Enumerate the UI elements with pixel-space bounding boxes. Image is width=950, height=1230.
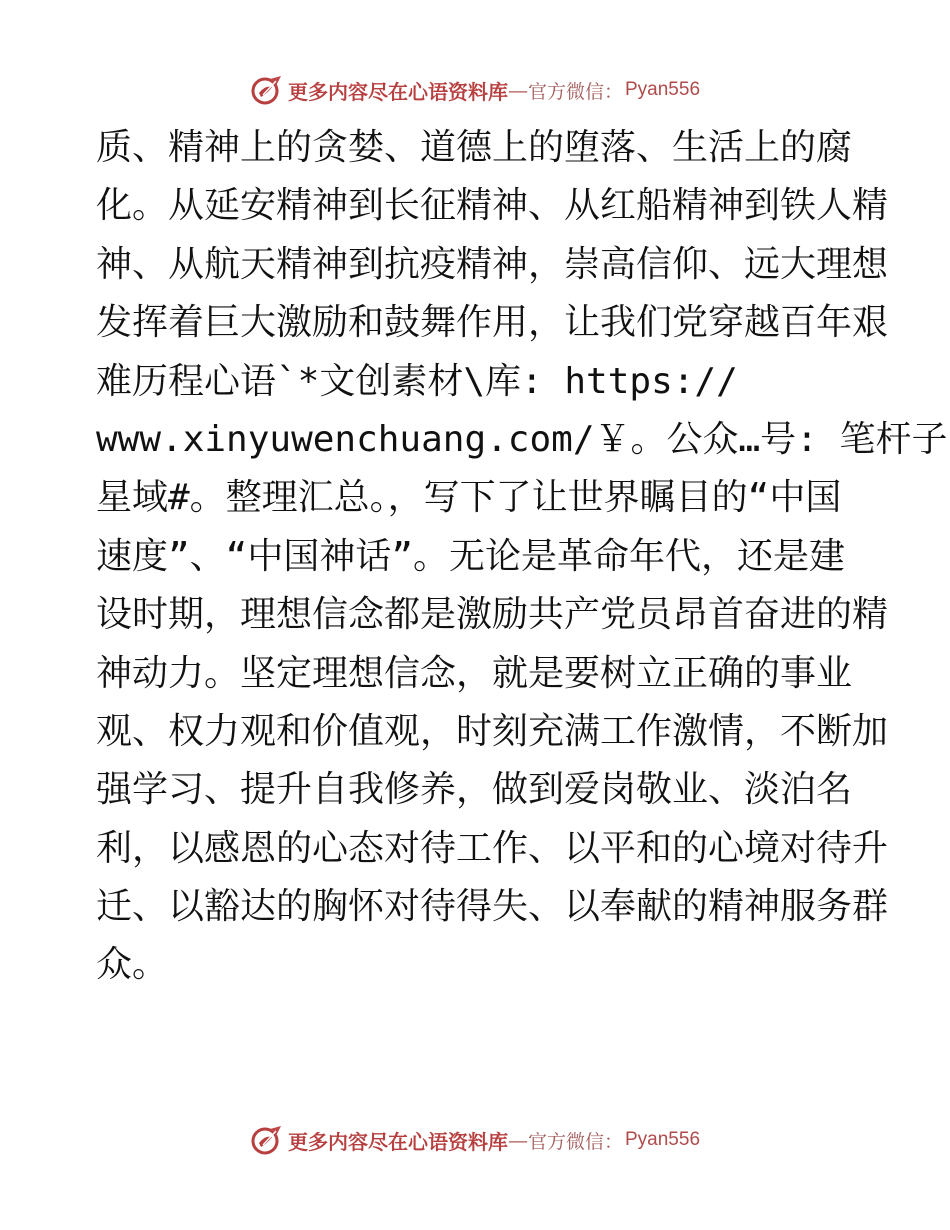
banner-main-text: 更多内容尽在心语资料库 — [287, 1129, 508, 1154]
banner-wechat-label: 官方微信： — [527, 80, 623, 103]
body-paragraph — [96, 119, 948, 995]
banner-wechat-id: Pyan556 — [625, 79, 701, 100]
header-banner — [0, 70, 950, 110]
text-line: 设时期，理想信念都是激励共产党员昂首奋进的精 — [96, 594, 889, 636]
banner-wechat-id: Pyan556 — [625, 1129, 701, 1150]
text-line: 神、从航天精神到抗疫精神，崇高信仰、远大理想 — [96, 243, 889, 285]
text-line: 星域#。整理汇总。，写下了让世界瞩目的“中国 — [96, 477, 842, 519]
banner-main-text: 更多内容尽在心语资料库 — [287, 79, 508, 104]
header-banner-content — [250, 73, 700, 107]
quill-pen-seal-icon — [250, 1123, 284, 1157]
text-line: 难历程心语`*文创素材\库: https:// — [96, 360, 738, 402]
banner-separator: — — [507, 78, 528, 102]
banner-wechat-label: 官方微信： — [527, 1130, 623, 1153]
footer-banner — [0, 1120, 950, 1160]
text-line: 速度”、“中国神话”。无论是革命年代，还是建 — [96, 535, 846, 577]
text-line: 质、精神上的贪婪、道德上的堕落、生活上的腐 — [96, 127, 853, 168]
text-line: 强学习、提升自我修养，做到爱岗敬业、淡泊名 — [96, 769, 853, 811]
text-line: 神动力。坚定理想信念，就是要树立正确的事业 — [96, 652, 853, 694]
text-line: 利，以感恩的心态对待工作、以平和的心境对待升 — [96, 827, 889, 869]
text-line: 迁、以豁达的胸怀对待得失、以奉献的精神服务群 — [96, 886, 889, 928]
footer-banner-content — [250, 1123, 700, 1157]
quill-pen-seal-icon — [250, 73, 284, 107]
text-line: 众。 — [96, 944, 169, 986]
text-line: www.xinyuwenchuang.com/￥。公众…号: 笔杆子 — [96, 418, 948, 460]
text-line: 发挥着巨大激励和鼓舞作用，让我们党穿越百年艰 — [96, 302, 889, 344]
text-line: 观、权力观和价值观，时刻充满工作激情，不断加 — [96, 710, 889, 752]
text-line: 化。从延安精神到长征精神、从红船精神到铁人精 — [96, 185, 889, 227]
banner-separator: — — [507, 1128, 528, 1152]
